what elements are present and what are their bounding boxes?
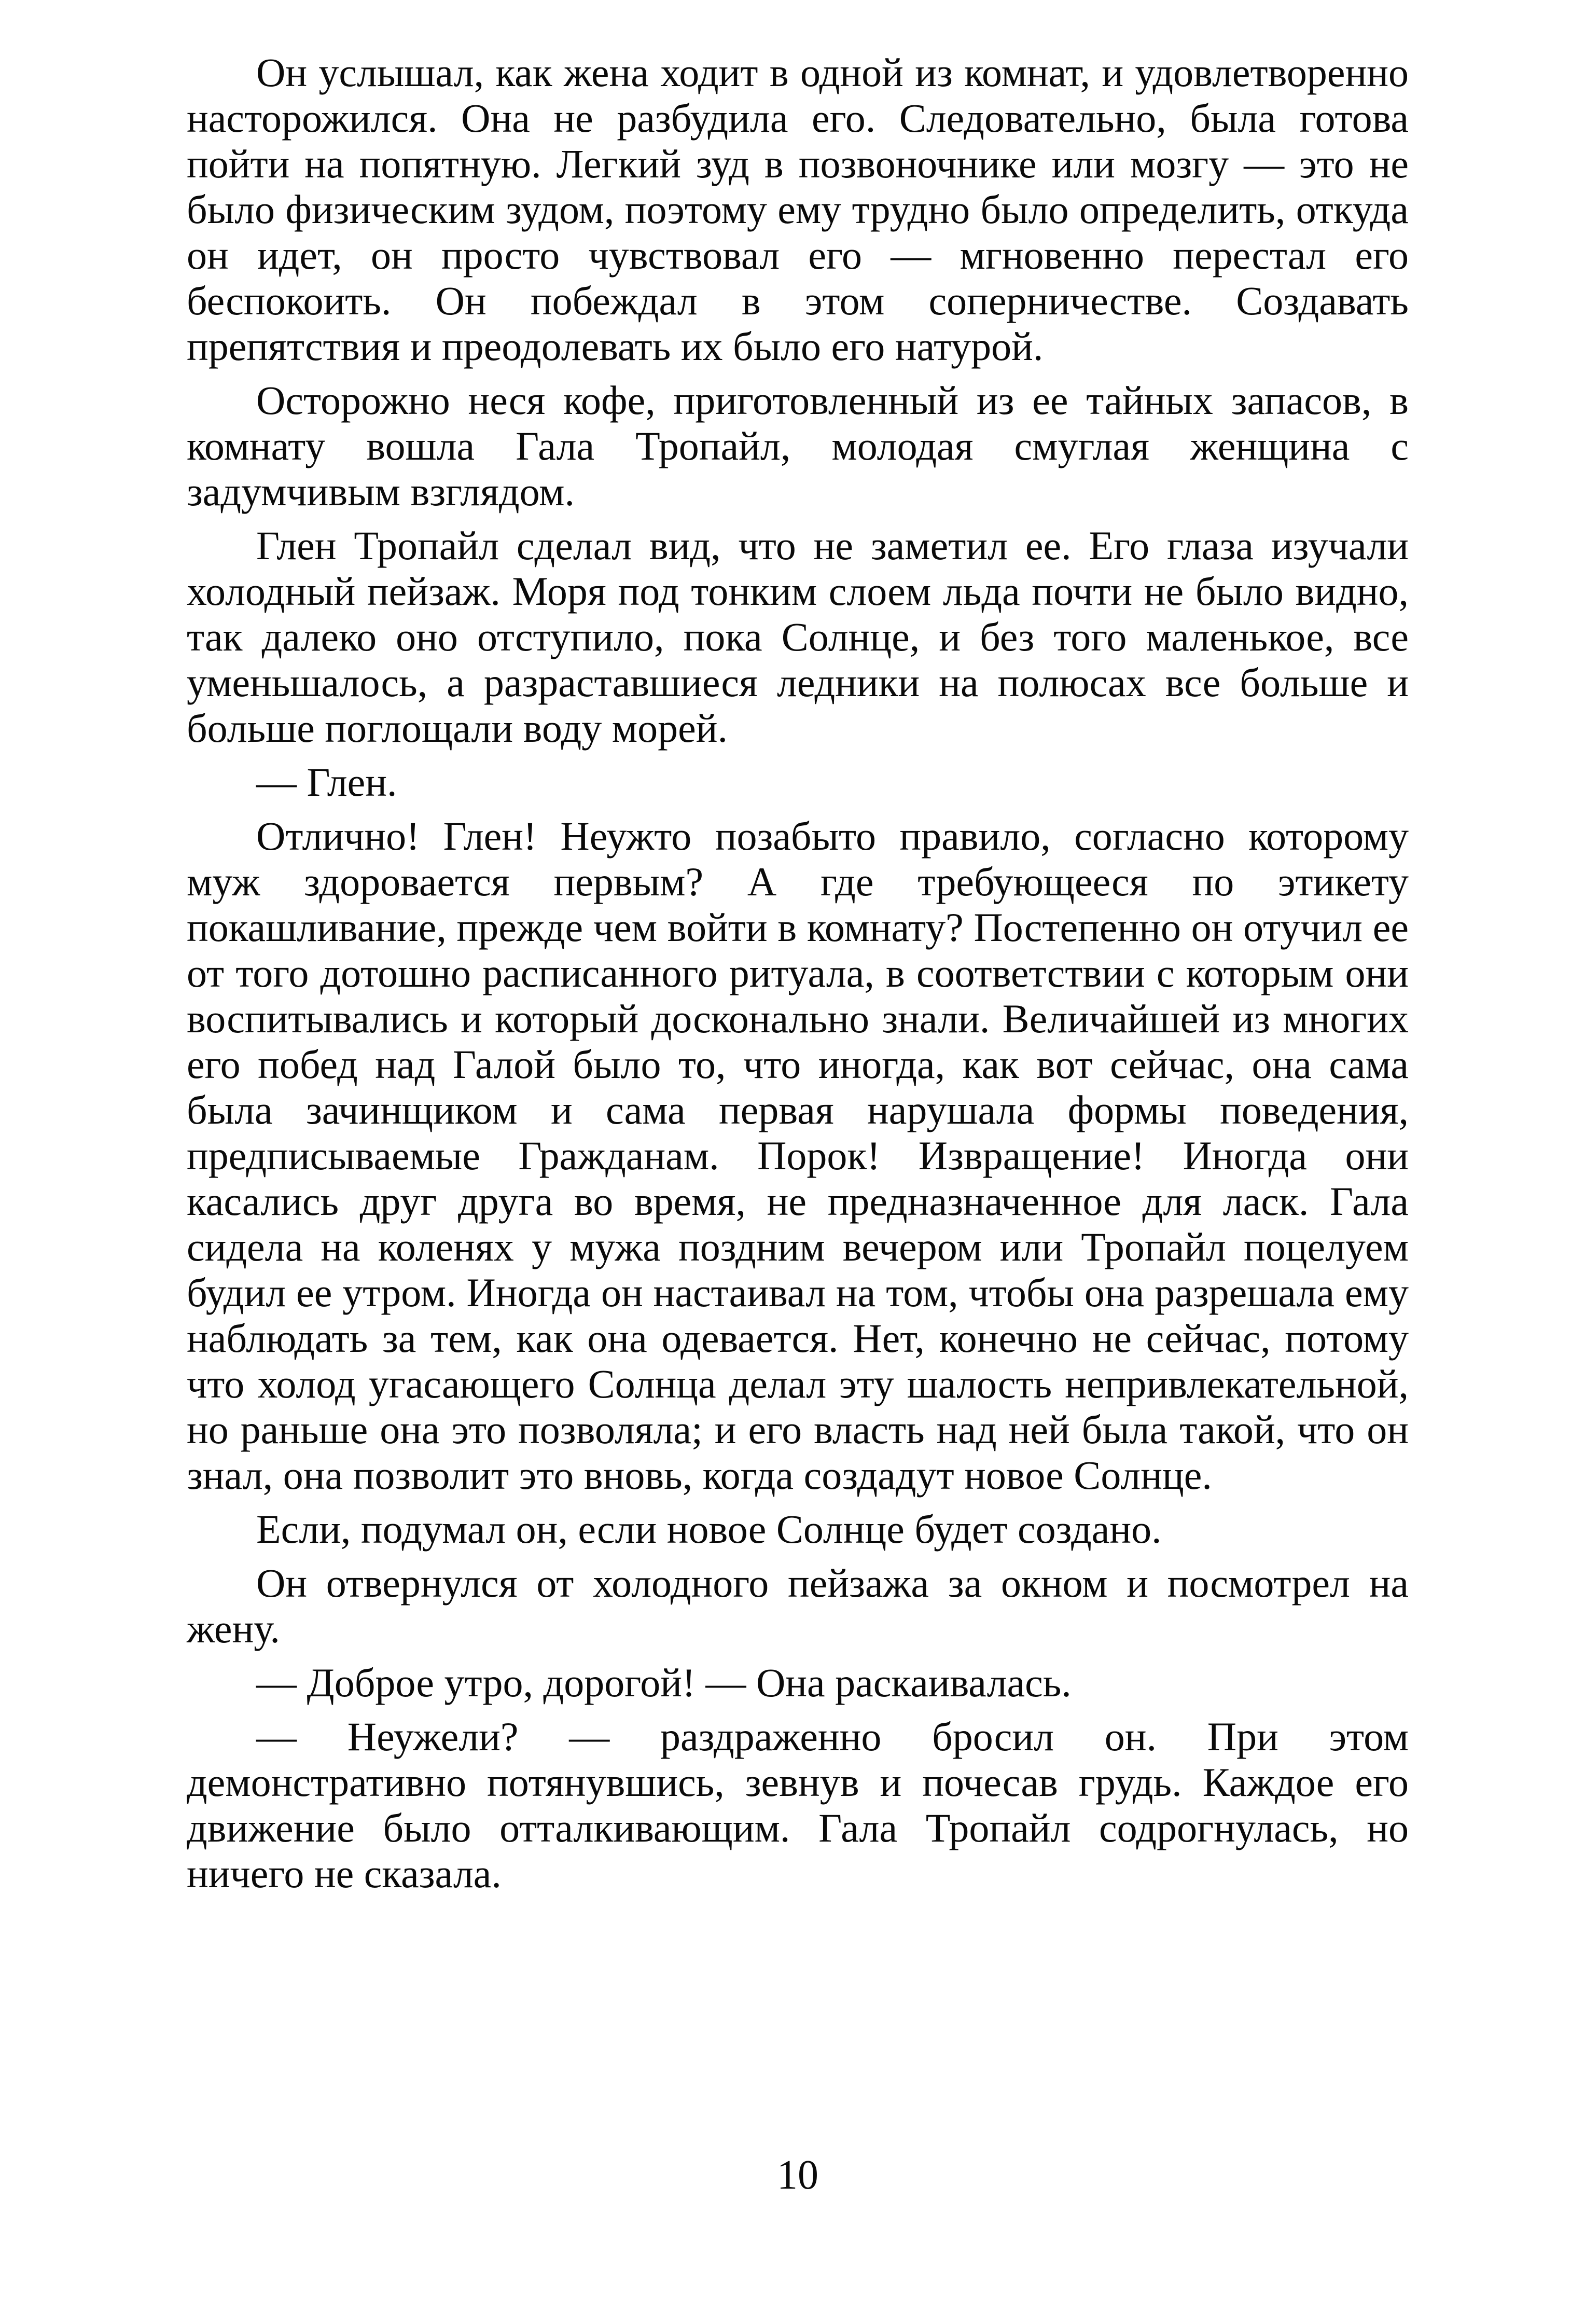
paragraph-9-dialogue: — Неужели? — раздраженно бросил он. При этом демонстративно потянувшись, зевнув и почесав грудь. Каждое его движение было отталкивающим. Гала Тропайл содрогнулась, но ничего не сказала.	[187, 1714, 1409, 1896]
paragraph-1: Он услышал, как жена ходит в одной из комнат, и удовлетворенно насторожился. Она не разбудила его. Следовательно, была готова пойти на попятную. Легкий зуд в позвоночнике или мозгу — это не было физическим зудом, поэтому ему трудно было определить, откуда он идет, он просто чувствовал его — мгновенно перестал его беспокоить. Он побеждал в этом соперничестве. Создавать препятствия и преодолевать их было его натурой.	[187, 50, 1409, 369]
paragraph-3: Глен Тропайл сделал вид, что не заметил ее. Его глаза изучали холодный пейзаж. Моря под тонким слоем льда почти не было видно, так далеко оно отступило, пока Солнце, и без того маленькое, все уменьшалось, а разраставшиеся ледники на полюсах все больше и больше поглощали воду морей.	[187, 523, 1409, 751]
paragraph-2: Осторожно неся кофе, приготовленный из ее тайных запасов, в комнату вошла Гала Тропайл, молодая смуглая женщина с задумчивым взглядом.	[187, 378, 1409, 514]
page-body-text	[187, 50, 1409, 1897]
paragraph-5: Отлично! Глен! Неужто позабыто правило, согласно которому муж здоровается первым? А где требующееся по этикету покашливание, прежде чем войти в комнату? Постепенно он отучил ее от того дотошно расписанного ритуала, в соответствии с которым они воспитывались и который досконально знали. Величайшей из многих его побед над Галой было то, что иногда, как вот сейчас, она сама была зачинщиком и сама первая нарушала формы поведения, предписываемые Гражданам. Порок! Извращение! Иногда они касались друг друга во время, не предназначенное для ласк. Гала сидела на коленях у мужа поздним вечером или Тропайл поцелуем будил ее утром. Иногда он настаивал на том, чтобы она разрешала ему наблюдать за тем, как она одевается. Нет, конечно не сейчас, потому что холод угасающего Солнца делал эту шалость непривлекательной, но раньше она это позволяла; и его власть над ней была такой, что он знал, она позволит это вновь, когда создадут новое Солнце.	[187, 813, 1409, 1498]
page-number: 10	[777, 2152, 818, 2198]
book-page	[187, 50, 1409, 2324]
paragraph-6: Если, подумал он, если новое Солнце будет создано.	[256, 1506, 1162, 1552]
paragraph-7: Он отвернулся от холодного пейзажа за окном и посмотрел на жену.	[187, 1560, 1409, 1651]
paragraph-8-dialogue: — Доброе утро, дорогой! — Она раскаивалась.	[256, 1660, 1072, 1705]
paragraph-4-dialogue: — Глен.	[256, 759, 397, 805]
